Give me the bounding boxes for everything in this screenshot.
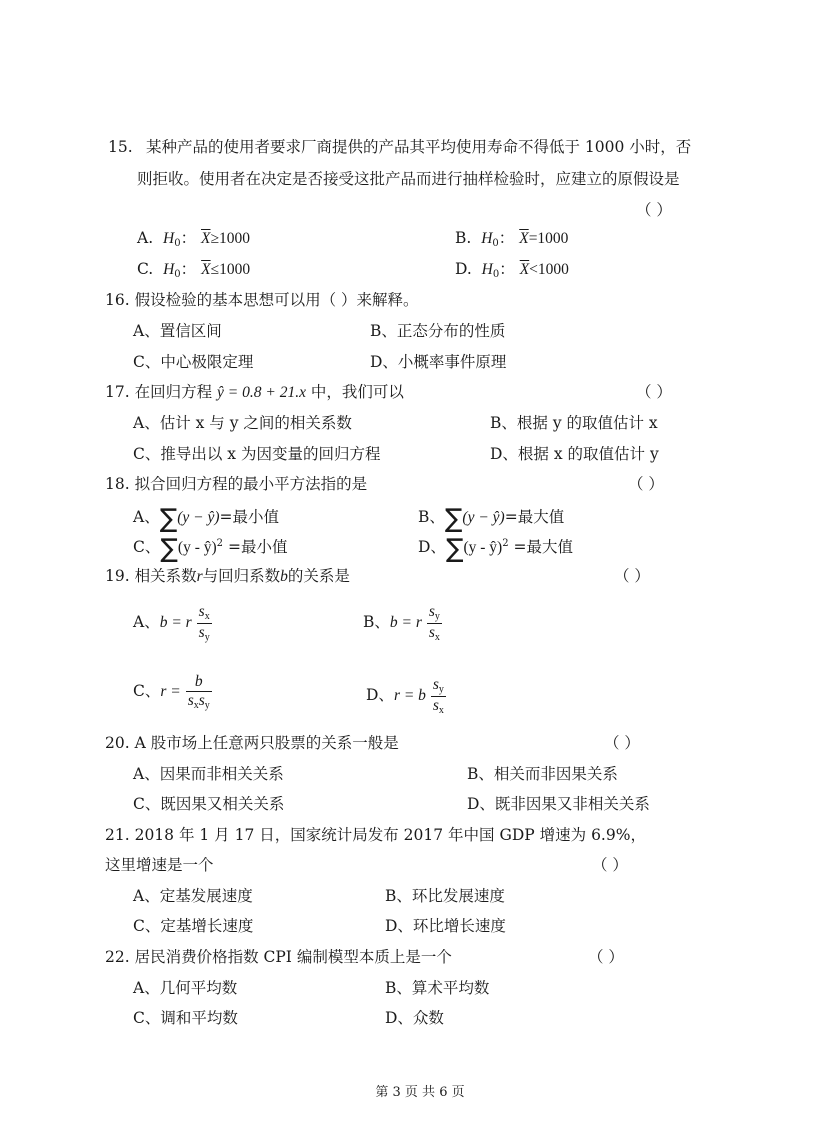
q19-answer-paren: （ ）	[614, 567, 650, 585]
q19-option-a: A、b = r $\frac{s_x}{s_y}$	[133, 603, 210, 643]
q22-option-b: B、算术平均数	[385, 979, 490, 997]
q20-option-a: A、因果而非相关关系	[133, 765, 284, 783]
q20-option-d: D、既非因果又非相关关系	[467, 795, 650, 813]
q16-option-d: D、小概率事件原理	[370, 353, 507, 371]
q17-answer-paren: （ ）	[636, 383, 672, 401]
q22-option-d: D、众数	[385, 1009, 444, 1027]
q22-option-c: C、调和平均数	[133, 1009, 238, 1027]
q19-option-b: B、b = r $\frac{s_y}{s_x}$	[363, 603, 440, 643]
q18-option-d: D、∑(y - ŷ)$^2$ =最大值	[418, 534, 574, 564]
q15-answer-paren: （ ）	[636, 201, 672, 219]
q18-option-a: A、∑(y − ŷ)=最小值	[133, 504, 280, 534]
q17-equation: ŷ = 0.8 + 21.x	[217, 384, 306, 401]
q21-option-d: D、环比增长速度	[385, 917, 506, 935]
q15-text-line2: 则拒收。使用者在决定是否接受这批产品而进行抽样检验时，应建立的原假设是	[137, 170, 680, 188]
q20-text: 20. A 股市场上任意两只股票的关系一般是	[105, 734, 399, 752]
q21-text-line2: 这里增速是一个	[105, 856, 214, 874]
q15-option-b: B. $H_0$： $\overline{X}=1000$	[455, 229, 569, 249]
q17-option-b: B、根据 y 的取值估计 x	[490, 414, 658, 432]
q16-option-c: C、中心极限定理	[133, 353, 254, 371]
q17-option-c: C、推导出以 x 为因变量的回归方程	[133, 445, 381, 463]
q21-option-b: B、环比发展速度	[385, 887, 505, 905]
q15-number: 15.	[108, 138, 133, 156]
q20-option-b: B、相关而非因果关系	[467, 765, 618, 783]
q15-text-line1: 某种产品的使用者要求厂商提供的产品其平均使用寿命不得低于 1000 小时，否	[146, 138, 692, 156]
q21-text-line1: 21. 2018 年 1 月 17 日，国家统计局发布 2017 年中国 GDP 增速为 6.9%，	[105, 826, 646, 844]
q15-option-c: C. $H_0$： $\overline{X}\le 1000$	[137, 260, 251, 280]
q18-answer-paren: （ ）	[628, 475, 664, 493]
q19-option-c: C、r = $\frac{b}{s_xs_y}$	[133, 673, 210, 711]
q20-answer-paren: （ ）	[604, 734, 640, 752]
q22-answer-paren: （ ）	[588, 948, 624, 966]
q16-option-b: B、正态分布的性质	[370, 322, 506, 340]
q21-answer-paren: （ ）	[592, 856, 628, 874]
q17-option-d: D、根据 x 的取值估计 y	[490, 445, 659, 463]
q15-option-a: A. $H_0$： $\overline{X}\ge 1000$	[137, 229, 250, 249]
q18-option-b: B、∑(y − ŷ)=最大值	[418, 504, 565, 534]
q20-option-c: C、既因果又相关关系	[133, 795, 285, 813]
q21-option-a: A、定基发展速度	[133, 887, 253, 905]
q22-option-a: A、几何平均数	[133, 979, 238, 997]
q19-stem: 19. 相关系数r与回归系数b的关系是	[105, 567, 350, 585]
q21-option-c: C、定基增长速度	[133, 917, 254, 935]
q16-option-a: A、置信区间	[133, 322, 222, 340]
q16-text: 16. 假设检验的基本思想可以用（ ）来解释。	[105, 291, 419, 309]
q18-option-c: C、∑(y - ŷ)$^2$ =最小值	[133, 534, 288, 564]
q18-text: 18. 拟合回归方程的最小平方法指的是	[105, 475, 368, 493]
q17-stem: 17. 在回归方程 ŷ = 0.8 + 21.x 中，我们可以	[105, 383, 404, 401]
q19-option-d: D、r = b $\frac{s_y}{s_x}$	[366, 676, 444, 716]
q15-option-d: D. $H_0$： $\overline{X}<1000$	[455, 260, 569, 280]
q17-option-a: A、估计 x 与 y 之间的相关系数	[133, 414, 352, 432]
page-footer: 第 3 页 共 6 页	[375, 1085, 465, 1100]
q22-text: 22. 居民消费价格指数 CPI 编制模型本质上是一个	[105, 948, 452, 966]
